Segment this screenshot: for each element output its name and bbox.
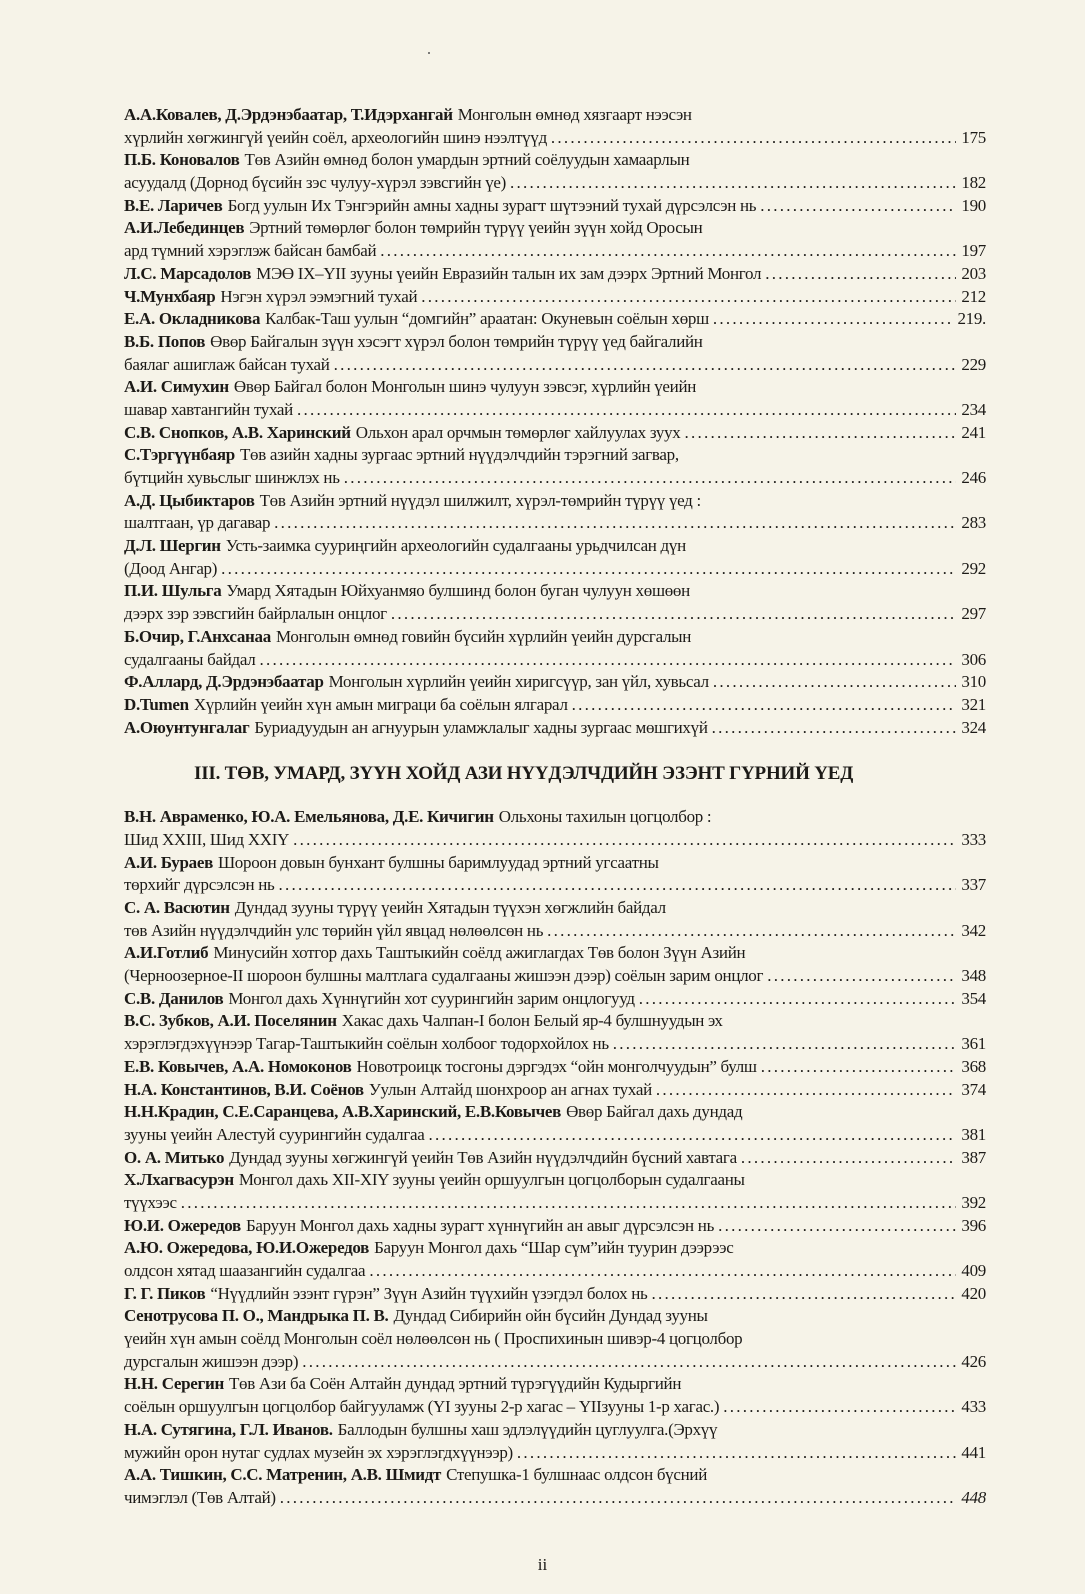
dot-leader <box>510 172 956 195</box>
entry-page-number: 409 <box>961 1261 986 1280</box>
dot-leader <box>723 1396 956 1419</box>
toc-entry <box>124 1056 986 1079</box>
entry-title: соёлын оршуулгын цогцолбор байгууламж (YI зууны 2-р хагас – YIIзууны 1-р хагас.) <box>124 1397 720 1417</box>
toc-line <box>124 806 986 829</box>
entry-title: Төв азийн хадны зургаас эртний нүүдэлчдийн тэрэгний загвар, <box>239 445 679 465</box>
entry-author: Ч.Мунхбаяр <box>124 286 216 306</box>
entry-author: Ю.И. Ожередов <box>124 1215 241 1235</box>
entry-title: Шид XXIII, Шид XXIY <box>124 829 290 849</box>
dot-leader <box>639 988 956 1011</box>
toc-line <box>124 1215 986 1238</box>
toc-line <box>124 240 986 263</box>
toc-line <box>124 626 986 649</box>
entry-title: Дундад зууны хөгжингүй үеийн Төв Азийн нүүдэлчдийн бүсний хавтага <box>229 1147 737 1167</box>
entry-author: А.И.Лебединцев <box>124 218 245 238</box>
entry-title: Өвөр Байгал болон Монголын шинэ чулуун зэвсэг, хүрлийн үеийн <box>233 377 697 397</box>
toc-line <box>124 1419 986 1442</box>
dot-leader <box>551 127 956 150</box>
entry-page-number: 342 <box>961 920 986 940</box>
entry-author: Е.А. Окладникова <box>124 309 261 329</box>
toc-line <box>124 558 986 581</box>
toc-entry <box>124 1010 986 1055</box>
toc-line <box>124 217 986 240</box>
entry-author: А.А. Тишкин, С.С. Матренин, А.В. Шмидт <box>124 1465 442 1485</box>
entry-title: Минусийн хотгор дахь Таштыкийн соёлд ажиглагдах Төв болон Зүүн Азийн <box>213 943 746 963</box>
toc-line <box>124 1147 986 1170</box>
entry-page-number: 241 <box>961 422 986 442</box>
entry-page-number: 374 <box>961 1079 986 1099</box>
entry-title: МЭӨ IX–YII зууны үеийн Евразийн талын их зам дээрх Эртний Монгол <box>256 263 762 283</box>
entry-title: Умард Хятадын Юйхуанмяо булшинд болон буган чулуун хөшөөн <box>226 581 690 601</box>
toc-line <box>124 1442 986 1465</box>
entry-page-number: 333 <box>961 829 986 849</box>
dot-leader <box>613 1033 956 1056</box>
toc-entry <box>124 1237 986 1282</box>
entry-author: С.Тэргүүнбаяр <box>124 445 235 465</box>
entry-title: түүхээс <box>124 1192 177 1212</box>
dot-leader <box>741 1147 956 1170</box>
toc-line <box>124 512 986 535</box>
entry-title: Төв Азийн эртний нүүдэл шилжилт, хүрэл-төмрийн түрүү үед : <box>259 490 701 510</box>
toc-line <box>124 1464 986 1487</box>
entry-author: Д.Л. Шергин <box>124 536 221 556</box>
entry-page-number: 212 <box>961 286 986 306</box>
toc-line <box>124 1169 986 1192</box>
entry-title: хэрэглэгдэхүүнээр Тагар-Таштыкийн соёлын холбоог тодорхойлох нь <box>124 1034 609 1054</box>
entry-author: Сенотрусова П. О., Мандрыка П. В. <box>124 1306 389 1326</box>
entry-title: (Черноозерное-II шороон булшны малтлага судалгааны жишээн дээр) соёлын зарим онцлог <box>124 966 764 986</box>
toc-line <box>124 649 986 672</box>
entry-author: В.Н. Авраменко, Ю.А. Емельянова, Д.Е. Кичигин <box>124 807 494 827</box>
entry-page-number: 387 <box>961 1147 986 1167</box>
entry-author: Н.Н.Крадин, С.Е.Саранцева, А.В.Харинский, Е.В.Ковычев <box>124 1102 562 1122</box>
entry-author: Б.Очир, Г.Анхсанаа <box>124 626 271 646</box>
dot-leader <box>302 1351 956 1374</box>
dot-leader <box>767 965 956 988</box>
toc-entry <box>124 626 986 671</box>
entry-title: Новотроицк тосгоны дэргэдэх “ойн монголчуудын” булш <box>356 1056 757 1076</box>
dot-leader <box>293 829 956 852</box>
entry-title: чимэглэл (Төв Алтай) <box>124 1487 276 1507</box>
entry-title: үеийн хүн амын соёлд Монголын соёл нөлөөлсөн нь ( Проспихинын шивэр-4 цогцолбор <box>124 1329 743 1349</box>
toc-entry <box>124 535 986 580</box>
toc-entry <box>124 422 986 445</box>
toc-entry <box>124 671 986 694</box>
toc-line <box>124 1351 986 1374</box>
toc-line <box>124 580 986 603</box>
entry-page-number: 448 <box>961 1487 986 1507</box>
toc-line <box>124 376 986 399</box>
toc-entries-part-2 <box>124 104 986 739</box>
entry-title: шавар хавтангийн тухай <box>124 399 293 419</box>
entry-title: Монгол дахь XII-XIY зууны үеийн оршуулгын цогцолборын судалгааны <box>238 1170 745 1190</box>
dot-leader <box>656 1079 956 1102</box>
entry-page-number: 234 <box>961 399 986 419</box>
entry-title: Калбак-Таш уулын “домгийн” араатан: Окуневын соёлын хөрш <box>265 309 709 329</box>
entry-author: А.А.Ковалев, Д.Эрдэнэбаатар, Т.Идэрхангай <box>124 105 453 124</box>
toc-line <box>124 286 986 309</box>
toc-entry <box>124 1101 986 1146</box>
entry-author: В.С. Зубков, А.И. Поселянин <box>124 1011 337 1031</box>
entry-title: Ольхон арал орчмын төмөрлөг хайлуулах зуух <box>355 422 681 442</box>
entry-title: Монгол дахь Хүннүгийн хот суурингийн зарим онцлогууд <box>228 988 635 1008</box>
entry-title: төрхийг дүрсэлсэн нь <box>124 875 275 895</box>
dot-leader <box>259 649 956 672</box>
toc-line <box>124 308 986 331</box>
entry-title: “Нүүдлийн эзэнт гүрэн” Зүүн Азийн түүхийн үзэгдэл болох нь <box>210 1283 648 1303</box>
toc-line <box>124 694 986 717</box>
toc-line <box>124 829 986 852</box>
entry-author: Н.А. Константинов, В.И. Соёнов <box>124 1079 364 1099</box>
entry-page-number: 197 <box>961 241 986 261</box>
entry-title: Баруун Монгол дахь хадны зурагт хүннүгийн ан авыг дүрсэлсэн нь <box>245 1215 715 1235</box>
toc-line <box>124 127 986 150</box>
toc-line <box>124 263 986 286</box>
dot-leader <box>718 1215 956 1238</box>
entry-title: ард түмний хэрэглэж байсан бамбай <box>124 241 377 261</box>
dot-leader <box>334 354 956 377</box>
toc-entry <box>124 1419 986 1464</box>
entry-page-number: 310 <box>961 672 986 692</box>
entry-author: С.В. Снопков, А.В. Харинский <box>124 422 351 442</box>
toc-entry <box>124 942 986 987</box>
entry-title: Монголын өмнөд говийн бүсийн хүрлийн үеийн дурсгалын <box>275 626 692 646</box>
entry-title: Усть-заимка сууриңгийн археологийн судалгааны урьдчилсан дүн <box>225 536 686 556</box>
toc-entry <box>124 717 986 740</box>
toc-line <box>124 1305 986 1328</box>
toc-line <box>124 717 986 740</box>
toc-entry <box>124 376 986 421</box>
dot-leader <box>572 694 956 717</box>
entry-page-number: 292 <box>961 558 986 578</box>
dot-leader <box>278 874 956 897</box>
toc-entry <box>124 1147 986 1170</box>
entry-page-number: 368 <box>961 1056 986 1076</box>
toc-line <box>124 1283 986 1306</box>
entry-page-number: 324 <box>961 717 986 737</box>
entry-page-number: 426 <box>961 1351 986 1371</box>
dot-leader <box>369 1260 956 1283</box>
entry-page-number: 283 <box>961 513 986 533</box>
entry-title: Ольхоны тахилын цогцолбор : <box>498 807 712 827</box>
toc-entries-part-3 <box>124 806 986 1509</box>
entry-author: D.Tumen <box>124 694 189 714</box>
dot-leader <box>760 195 956 218</box>
entry-title: төв Азийн нүүдэлчдийн улс төрийн үйл явцад нөлөөлсөн нь <box>124 920 544 940</box>
entry-author: С. А. Васютин <box>124 898 230 917</box>
entry-page-number: 361 <box>961 1034 986 1054</box>
entry-title: дурсгалын жишээн дээр) <box>124 1351 299 1371</box>
entry-title: зууны үеийн Алестуй суурингийн судалгаа <box>124 1124 425 1144</box>
entry-author: А.Оюунтунгалаг <box>124 717 250 737</box>
entry-page-number: 441 <box>961 1442 986 1462</box>
toc-entry <box>124 1464 986 1509</box>
dot-leader <box>517 1442 956 1465</box>
toc-line <box>124 149 986 172</box>
toc-line <box>124 354 986 377</box>
toc-line <box>124 1260 986 1283</box>
toc-line <box>124 104 986 127</box>
toc-line <box>124 535 986 558</box>
entry-page-number: 175 <box>961 127 986 147</box>
toc-entry <box>124 988 986 1011</box>
dot-leader <box>280 1487 956 1510</box>
toc-entry <box>124 580 986 625</box>
toc-entry <box>124 263 986 286</box>
toc-line <box>124 444 986 467</box>
toc-line <box>124 331 986 354</box>
entry-title: Богд уулын Их Тэнгэрийн амны хадны зурагт шүтээний тухай дүрсэлсэн нь <box>227 195 757 215</box>
toc-line <box>124 852 986 875</box>
toc-line <box>124 1396 986 1419</box>
entry-author: В.Е. Ларичев <box>124 195 223 215</box>
toc-line <box>124 1373 986 1396</box>
dot-leader <box>712 717 956 740</box>
entry-title: Баллодын булшны хаш эдлэлүүдийн цуглуулга.(Эрхүү <box>337 1419 718 1439</box>
entry-title: Өвөр Байгалын зүүн хэсэгт хүрэл болон төмрийн түрүү үед байгалийн <box>210 331 703 351</box>
entry-page-number: 321 <box>961 694 986 714</box>
toc-entry <box>124 1079 986 1102</box>
toc-entry <box>124 286 986 309</box>
dot-leader <box>421 286 956 309</box>
entry-title: Дундад Сибирийн ойн бүсийн Дундад зууны <box>393 1306 708 1326</box>
scan-speck <box>428 52 430 54</box>
entry-author: Г. Г. Пиков <box>124 1283 206 1303</box>
entry-title: бүтцийн хувьслыг шинжлэх нь <box>124 468 340 487</box>
entry-page-number: 381 <box>961 1124 986 1144</box>
toc-line <box>124 874 986 897</box>
entry-title: Төв Ази ба Соён Алтайн дундад эртний түрэгүүдийн Кудыргийн <box>228 1374 682 1394</box>
toc-line <box>124 603 986 626</box>
entry-page-number: 203 <box>961 263 986 283</box>
entry-page-number: 182 <box>961 173 986 193</box>
entry-title: Өвөр Байгал дахь дундад <box>566 1102 743 1122</box>
toc-entry <box>124 852 986 897</box>
entry-title: Дундад зууны түрүү үеийн Хятадын түүхэн хөгжлийн байдал <box>234 898 666 917</box>
toc-line <box>124 1192 986 1215</box>
entry-page-number: 219. <box>957 309 986 329</box>
toc-entry <box>124 195 986 218</box>
toc-entry <box>124 694 986 717</box>
entry-author: А.Ю. Ожередова, Ю.И.Ожередов <box>124 1238 370 1258</box>
entry-title: судалгааны байдал <box>124 649 256 669</box>
toc-line <box>124 490 986 513</box>
entry-title: олдсон хятад шаазангийн судалгаа <box>124 1261 366 1280</box>
dot-leader <box>547 920 956 943</box>
toc-entry <box>124 104 986 149</box>
toc-entry <box>124 217 986 262</box>
toc-entry <box>124 1373 986 1418</box>
entry-author: Ф.Аллард, Д.Эрдэнэбаатар <box>124 672 324 692</box>
dot-leader <box>765 263 956 286</box>
page-number: ii <box>537 1555 548 1574</box>
toc-line <box>124 1487 986 1510</box>
toc-entry <box>124 308 986 331</box>
toc-line <box>124 1237 986 1260</box>
entry-title: Хүрлийн үеийн хүн амын миграци ба соёлын ялгарал <box>193 694 568 714</box>
entry-title: Уулын Алтайд шонхроор ан агнах тухай <box>368 1079 652 1099</box>
entry-page-number: 190 <box>961 195 986 215</box>
dot-leader <box>391 603 956 626</box>
entry-author: А.И.Готлиб <box>124 943 209 963</box>
entry-page-number: 229 <box>961 354 986 374</box>
entry-title: Шороон довын бунхант булшны баримлуудад эртний угсаатны <box>217 852 659 872</box>
toc-entry <box>124 1283 986 1306</box>
toc-line <box>124 671 986 694</box>
toc-line <box>124 1033 986 1056</box>
entry-title: Хакас дахь Чалпан-I болон Белый яр-4 булшнуудын эх <box>341 1011 723 1031</box>
toc-line <box>124 942 986 965</box>
toc-line <box>124 467 986 490</box>
toc-entry <box>124 444 986 489</box>
toc-line <box>124 422 986 445</box>
entry-title: хүрлийн хөгжингүй үеийн соёл, археологийн шинэ нээлтүүд <box>124 127 547 147</box>
entry-title: Нэгэн хүрэл ээмэгний тухай <box>220 286 418 306</box>
dot-leader <box>652 1283 956 1306</box>
entry-page-number: 306 <box>961 649 986 669</box>
entry-title: Төв Азийн өмнөд болон умардын эртний соёлуудын хамаарлын <box>244 150 690 170</box>
toc-line <box>124 172 986 195</box>
entry-page-number: 246 <box>961 468 986 487</box>
toc-line <box>124 965 986 988</box>
entry-author: П.И. Шульга <box>124 581 222 601</box>
entry-title: Эртний төмөрлөг болон төмрийн түрүү үеийн зүүн хойд Оросын <box>249 218 703 238</box>
entry-title: Баруун Монгол дахь “Шар сүм”ийн туурин дээрээс <box>374 1238 734 1258</box>
dot-leader <box>761 1056 956 1079</box>
entry-author: Е.В. Ковычев, А.А. Номоконов <box>124 1056 352 1076</box>
entry-author: А.И. Бураев <box>124 852 213 872</box>
entry-author: С.В. Данилов <box>124 988 224 1008</box>
toc-line <box>124 195 986 218</box>
toc-line <box>124 1101 986 1124</box>
entry-page-number: 337 <box>961 875 986 895</box>
entry-title: асуудалд (Дорнод бүсийн зэс чулуу-хүрэл зэвсгийн үе) <box>124 173 507 193</box>
entry-author: Х.Лхагвасурэн <box>124 1170 234 1190</box>
dot-leader <box>221 558 956 581</box>
entry-title: Монголын өмнөд хязгаарт нээсэн <box>457 105 692 124</box>
entry-title: шалтгаан, үр дагавар <box>124 513 271 533</box>
dot-leader <box>713 671 956 694</box>
entry-author: Н.Н. Серегин <box>124 1374 224 1394</box>
dot-leader <box>380 240 956 263</box>
dot-leader <box>181 1192 956 1215</box>
toc-entry <box>124 897 986 942</box>
entry-author: А.И. Симухин <box>124 377 229 397</box>
entry-author: В.Б. Попов <box>124 331 206 351</box>
entry-title: баялаг ашиглаж байсан тухай <box>124 354 330 374</box>
dot-leader <box>274 512 956 535</box>
dot-leader <box>684 422 956 445</box>
entry-page-number: 354 <box>961 988 986 1008</box>
toc-entry <box>124 1215 986 1238</box>
toc-line <box>124 897 986 920</box>
entry-author: П.Б. Коновалов <box>124 150 240 170</box>
dot-leader <box>713 308 954 331</box>
dot-leader <box>429 1124 956 1147</box>
toc-entry <box>124 806 986 851</box>
toc-entry <box>124 149 986 194</box>
toc-line <box>124 920 986 943</box>
toc-entry <box>124 331 986 376</box>
toc-line <box>124 1079 986 1102</box>
toc-line <box>124 1328 986 1351</box>
entry-page-number: 420 <box>961 1283 986 1303</box>
entry-page-number: 348 <box>961 966 986 986</box>
toc-entry <box>124 1305 986 1373</box>
section-heading: III. ТӨВ, УМАРД, ЗҮҮН ХОЙД АЗИ НҮҮДЭЛЧДИЙН ЭЗЭНТ ГҮРНИЙ ҮЕД <box>194 763 854 785</box>
entry-title: Монголын хүрлийн үеийн хиригсүүр, зан үйл, хувьсал <box>328 672 709 692</box>
dot-leader <box>344 467 956 490</box>
table-of-contents <box>124 104 986 1510</box>
entry-title: (Доод Ангар) <box>124 558 218 578</box>
entry-author: Н.А. Сутягина, Г.Л. Иванов. <box>124 1419 333 1439</box>
toc-line <box>124 1010 986 1033</box>
entry-author: А.Д. Цыбиктаров <box>124 490 255 510</box>
entry-title: Степушка-1 булшнаас олдсон бүсний <box>446 1465 708 1485</box>
toc-line <box>124 1124 986 1147</box>
toc-line <box>124 1056 986 1079</box>
toc-entry <box>124 490 986 535</box>
toc-entry <box>124 1169 986 1214</box>
dot-leader <box>297 399 956 422</box>
entry-title: мужийн орон нутаг судлах музейн эх хэрэглэгдхүүнээр) <box>124 1442 513 1462</box>
toc-line <box>124 399 986 422</box>
entry-title: дээрх зэр зэвсгийн байрлалын онцлог <box>124 604 387 624</box>
entry-title: Буриадуудын ан агнуурын уламжлалыг хадны зургаас мөшгихүй <box>254 717 708 737</box>
entry-author: Л.С. Марсадолов <box>124 263 252 283</box>
entry-page-number: 433 <box>961 1397 986 1417</box>
toc-line <box>124 988 986 1011</box>
entry-author: О. А. Митько <box>124 1147 225 1167</box>
entry-page-number: 396 <box>961 1215 986 1235</box>
entry-page-number: 297 <box>961 604 986 624</box>
entry-page-number: 392 <box>961 1192 986 1212</box>
